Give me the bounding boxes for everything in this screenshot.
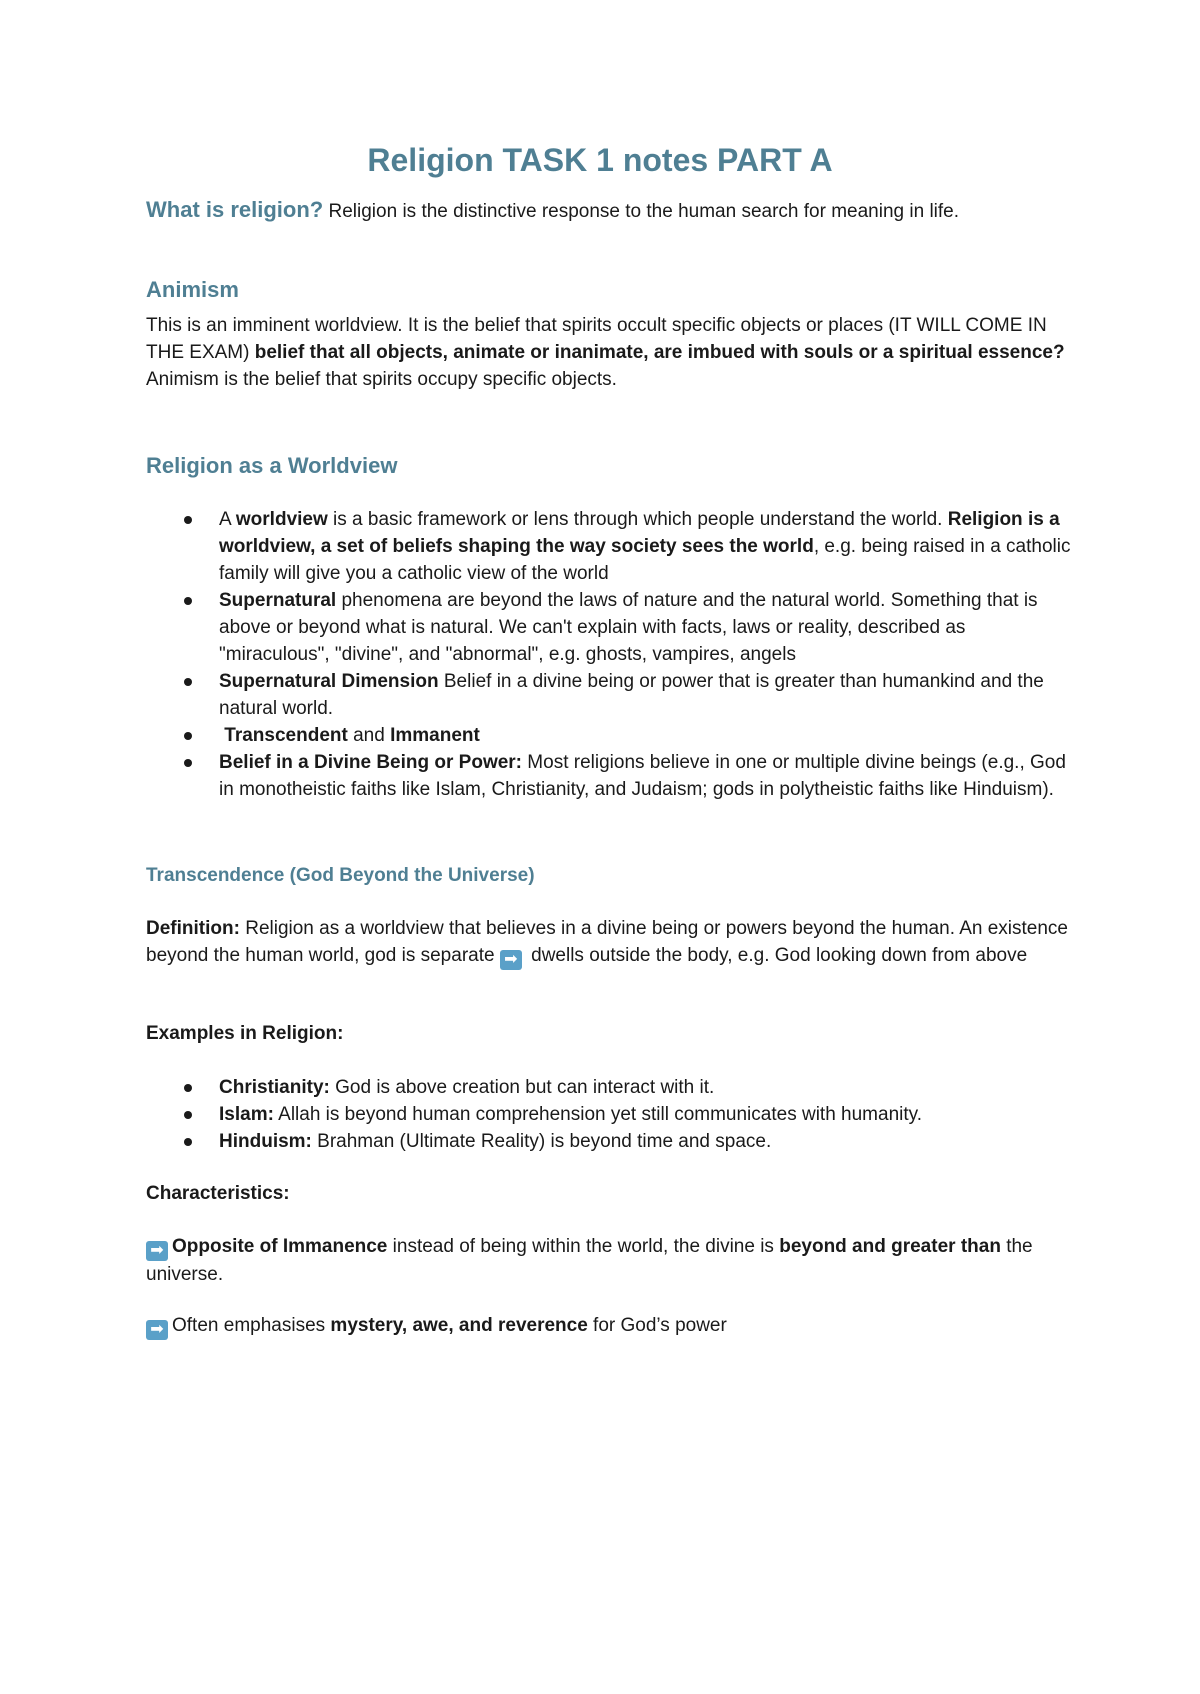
list-item: Supernatural phenomena are beyond the laws of nature and the natural world. Something that is above or beyond what is natural. We can't explain with facts, laws or reality, described as "miraculous", "divine", and "abnormal", e.g. ghosts, vampires, angels (146, 587, 1076, 668)
arrow-right-icon: ➡ (146, 1241, 168, 1261)
list-item: Supernatural Dimension Belief in a divine being or power that is greater than humankind and the natural world. (146, 668, 1076, 722)
intro-text: Religion is the distinctive response to the human search for meaning in life. (323, 201, 960, 222)
examples-list (146, 1074, 1076, 1155)
list-item: Transcendent and Immanent (146, 722, 1076, 749)
bullet-icon (184, 759, 192, 767)
transcendence-heading: Transcendence (God Beyond the Universe) (146, 865, 535, 886)
animism-definition: Animism is the belief that spirits occupy specific objects. (146, 369, 617, 390)
bullet-icon (184, 732, 192, 740)
animism-bold-text: belief that all objects, animate or inanimate, are imbued with souls or a spiritual essence? (254, 342, 1065, 363)
animism-heading: Animism (146, 277, 239, 302)
intro-paragraph (146, 196, 1076, 225)
arrow-right-icon: ➡ (146, 1320, 168, 1340)
characteristic-paragraph: ➡ Often emphasises mystery, awe, and reverence for God’s power (146, 1312, 1076, 1340)
animism-paragraph (146, 312, 1076, 393)
animism-text: This is an imminent worldview. It is the belief that spirits occult specific objects or places (IT WILL COME IN THE EXAM) (146, 315, 1047, 363)
characteristics-label: Characteristics: (146, 1183, 290, 1204)
list-item: Christianity: God is above creation but can interact with it. (146, 1074, 1076, 1101)
bullet-icon (184, 1138, 192, 1146)
list-item: A worldview is a basic framework or lens through which people understand the world. Religion is a worldview, a set of beliefs shaping the way society sees the world, e.g. being raised in a catholic family will give you a catholic view of the world (146, 506, 1076, 587)
bullet-icon (184, 516, 192, 524)
page-title: Religion TASK 1 notes PART A (367, 142, 833, 178)
definition-label: Definition: (146, 918, 240, 939)
bullet-icon (184, 1084, 192, 1092)
bullet-icon (184, 678, 192, 686)
bullet-icon (184, 1111, 192, 1119)
list-item: Islam: Allah is beyond human comprehension yet still communicates with humanity. (146, 1101, 1076, 1128)
characteristic-paragraph: ➡ Opposite of Immanence instead of being within the world, the divine is beyond and greater than the universe. (146, 1236, 1033, 1285)
worldview-heading: Religion as a Worldview (146, 453, 398, 478)
list-item: Belief in a Divine Being or Power: Most religions believe in one or multiple divine beings (e.g., God in monotheistic faiths like Islam, Christianity, and Judaism; gods in polytheistic faiths like Hinduism). (146, 749, 1076, 803)
worldview-list (146, 506, 1076, 803)
bullet-icon (184, 597, 192, 605)
list-item: Hinduism: Brahman (Ultimate Reality) is beyond time and space. (146, 1128, 1076, 1155)
arrow-right-icon: ➡ (500, 950, 522, 970)
examples-label: Examples in Religion: (146, 1023, 344, 1044)
intro-label: What is religion? (146, 197, 324, 222)
definition-paragraph: Definition: Religion as a worldview that believes in a divine being or powers beyond the human. An existence beyond the human world, god is separate ➡ dwells outside the body, e.g. God looking down from above (146, 918, 1068, 968)
